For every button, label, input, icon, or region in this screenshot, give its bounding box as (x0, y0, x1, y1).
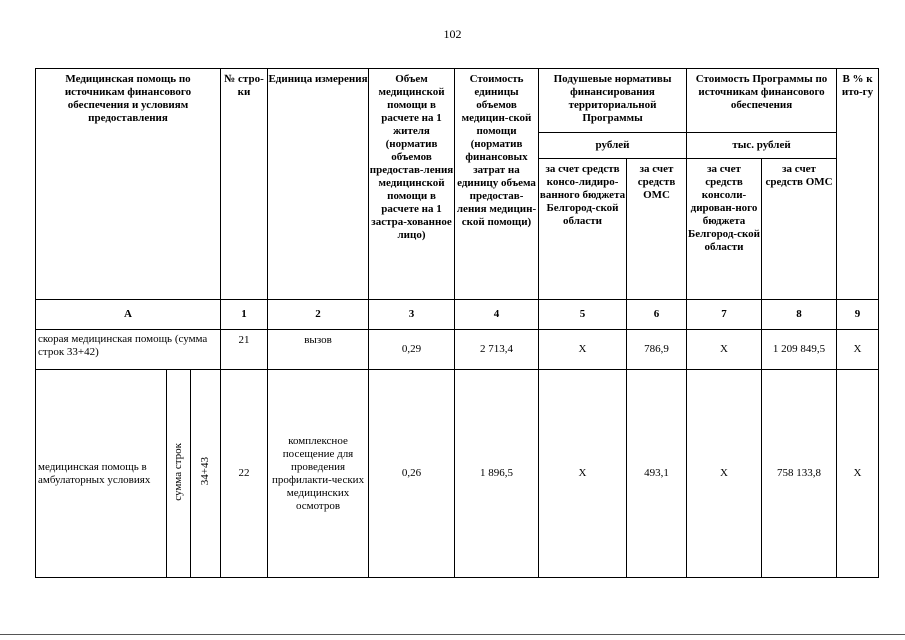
header-col-6: за счет средств ОМС (627, 159, 687, 300)
row-col-5: X (539, 330, 627, 370)
program-cost-table (35, 68, 879, 578)
column-number-a: А (36, 300, 221, 330)
column-number-9: 9 (837, 300, 879, 330)
row-col-4: 2 713,4 (455, 330, 539, 370)
row-col-6: 786,9 (627, 330, 687, 370)
column-number-3: 3 (369, 300, 455, 330)
column-number-5: 5 (539, 300, 627, 330)
column-number-8: 8 (762, 300, 837, 330)
row-unit: вызов (268, 330, 369, 370)
column-number-2: 2 (268, 300, 369, 330)
table-row (36, 370, 879, 578)
row-vertical-sum-label: сумма строк (172, 442, 184, 501)
row-col-7: X (687, 330, 762, 370)
row-vertical-sum-lines: 34+43 (199, 457, 211, 486)
column-number-7: 7 (687, 300, 762, 330)
header-col-9: В % к ито-гу (837, 69, 879, 300)
row-col-3: 0,26 (369, 370, 455, 578)
page-bottom-edge (0, 634, 905, 635)
table-row (36, 330, 879, 370)
row-name: медицинская помощь в амбулаторных условиях (36, 370, 167, 578)
header-col-7: за счет средств консоли-дирован-ного бюджета Белгород-ской области (687, 159, 762, 300)
header-col-1: № стро-ки (221, 69, 268, 300)
row-vertical-sum-lines-cell (191, 370, 221, 578)
header-unit-thousand-rubles: тыс. рублей (687, 133, 837, 159)
header-group-per-capita: Подушевые нормативы финансирования территориальной Программы (539, 69, 687, 133)
column-number-1: 1 (221, 300, 268, 330)
column-number-6: 6 (627, 300, 687, 330)
header-col-a: Медицинская помощь по источникам финансового обеспечения и условиям предоставления (36, 69, 221, 300)
row-col-8: 1 209 849,5 (762, 330, 837, 370)
header-col-2: Единица измерения (268, 69, 369, 300)
row-col-8: 758 133,8 (762, 370, 837, 578)
column-number-4: 4 (455, 300, 539, 330)
row-col-9: X (837, 370, 879, 578)
row-line-number: 22 (221, 370, 268, 578)
row-col-7: X (687, 370, 762, 578)
header-unit-rubles: рублей (539, 133, 687, 159)
row-col-4: 1 896,5 (455, 370, 539, 578)
header-col-8: за счет средств ОМС (762, 159, 837, 300)
row-col-9: X (837, 330, 879, 370)
row-vertical-sum-label-cell (167, 370, 191, 578)
header-col-3: Объем медицинской помощи в расчете на 1 жителя (норматив объемов предостав-ления медицинской помощи в расчете на 1 застра-хованное лицо) (369, 69, 455, 300)
row-line-number: 21 (221, 330, 268, 370)
header-col-5: за счет средств консо-лидиро-ванного бюджета Белгород-ской области (539, 159, 627, 300)
header-col-4: Стоимость единицы объемов медицин-ской помощи (норматив финансовых затрат на единицу объема предостав-ления медицин-ской помощи) (455, 69, 539, 300)
row-name: скорая медицинская помощь (сумма строк 33+42) (36, 330, 221, 370)
row-unit: комплексное посещение для проведения профилакти-ческих медицинских осмотров (268, 370, 369, 578)
page-number: 102 (443, 27, 462, 41)
row-col-5: X (539, 370, 627, 578)
row-col-3: 0,29 (369, 330, 455, 370)
row-col-6: 493,1 (627, 370, 687, 578)
header-group-program-cost: Стоимость Программы по источникам финансового обеспечения (687, 69, 837, 133)
